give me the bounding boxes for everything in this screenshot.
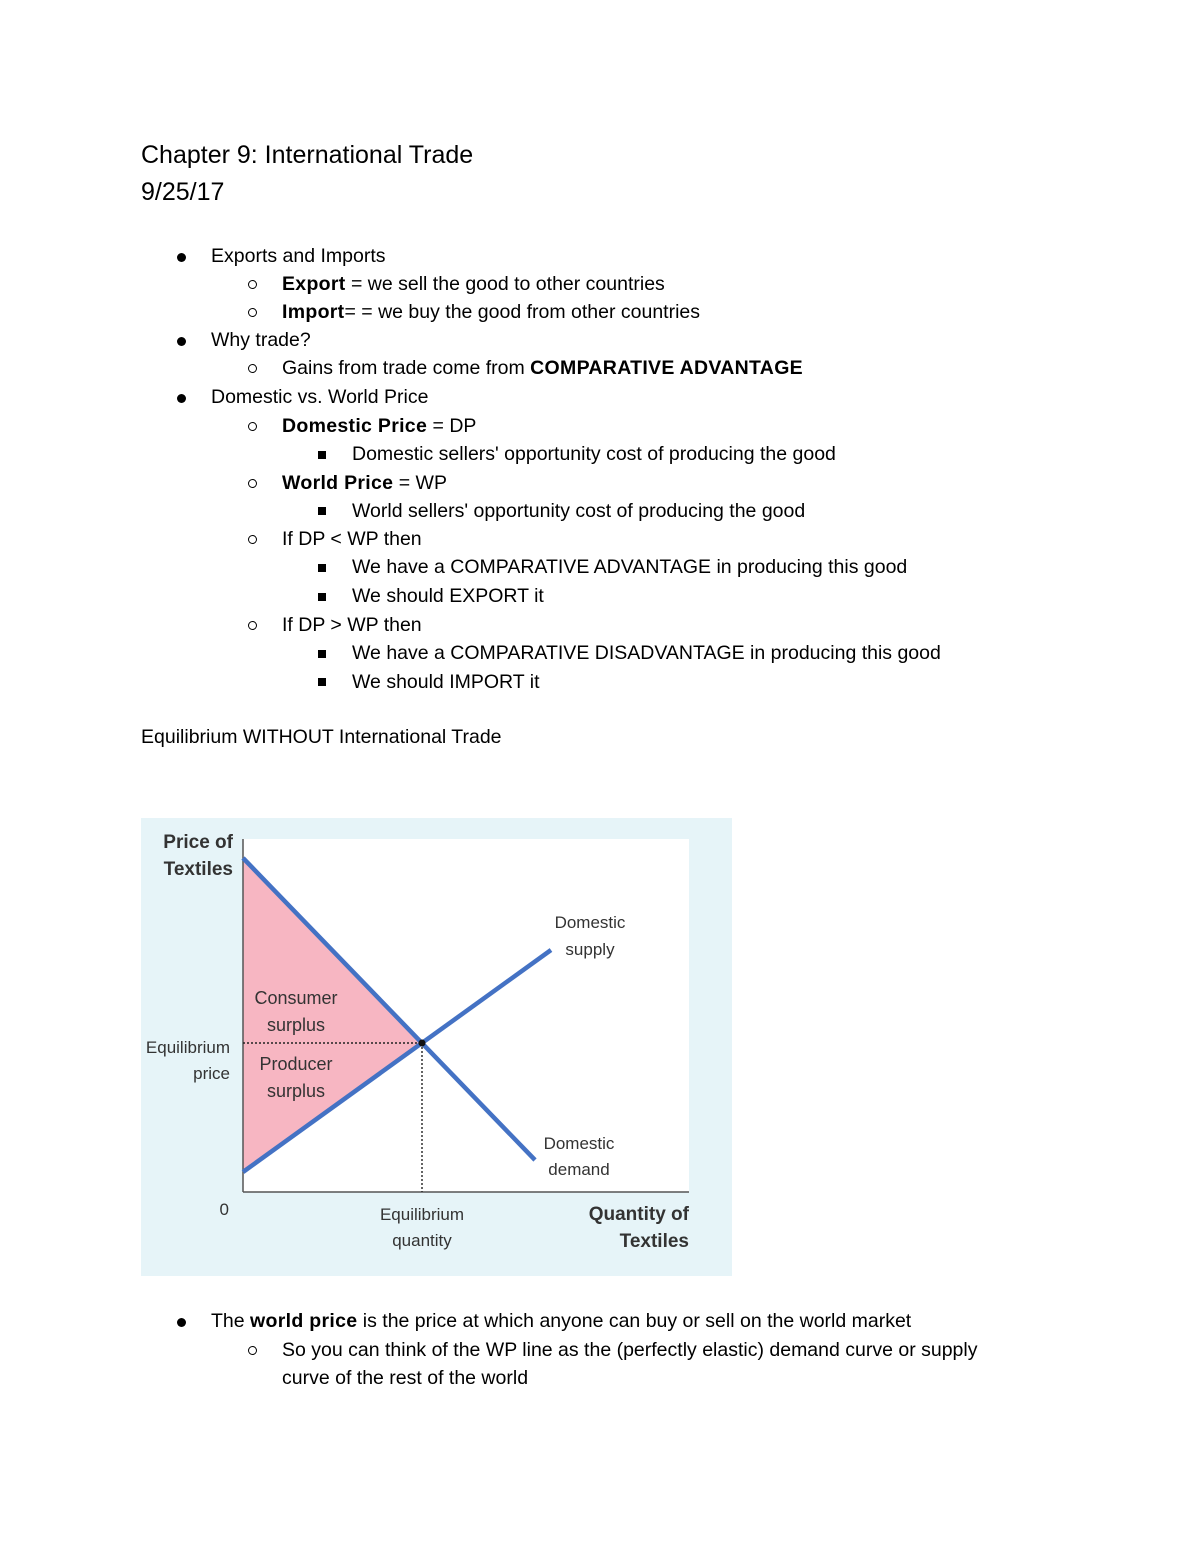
sub-bullet-marker: [248, 621, 257, 630]
domestic-demand-label: Domestic: [543, 1134, 615, 1153]
sub-bullet-marker: [248, 1346, 257, 1355]
list-item: Why trade?: [211, 329, 311, 351]
sub-sub-bullet-marker: [318, 678, 326, 686]
producer-surplus-label: surplus: [266, 1081, 326, 1101]
equilibrium-price-label: Equilibrium: [145, 1038, 230, 1057]
term-import: Import: [282, 301, 345, 323]
list-item: [282, 471, 447, 495]
sub-sub-bullet-marker: [318, 593, 326, 601]
x-axis-label: Textiles: [619, 1231, 689, 1252]
term-comparative-advantage: COMPARATIVE ADVANTAGE: [530, 357, 803, 379]
figure-svg: [141, 818, 732, 1276]
y-axis-label: Price of: [163, 832, 233, 853]
bullet-marker: [177, 394, 186, 403]
sub-sub-bullet-marker: [318, 650, 326, 658]
list-item: [282, 356, 803, 380]
definition-text: = we sell the good to other countries: [345, 273, 665, 295]
bullet-marker: [177, 337, 186, 346]
list-item: Domestic vs. World Price: [211, 386, 429, 408]
list-item: We have a COMPARATIVE ADVANTAGE in producing this good: [352, 556, 908, 578]
section-heading: Equilibrium WITHOUT International Trade: [141, 726, 502, 748]
term-world-price: World Price: [282, 472, 394, 494]
list-item: [282, 272, 665, 296]
equilibrium-price-label: price: [193, 1064, 230, 1083]
domestic-demand-label: demand: [548, 1160, 610, 1179]
list-item: We should IMPORT it: [352, 671, 540, 693]
page-title: Chapter 9: International Trade: [141, 141, 474, 169]
bullet-marker: [177, 253, 186, 262]
term-domestic-price: Domestic Price: [282, 415, 428, 437]
list-item: [282, 300, 700, 324]
equilibrium-figure: [141, 818, 732, 1276]
list-item: We have a COMPARATIVE DISADVANTAGE in producing this good: [352, 642, 941, 664]
body-text: is the price at which anyone can buy or sell on the world market: [357, 1310, 912, 1332]
body-text: The: [211, 1310, 251, 1332]
consumer-surplus-label: Consumer: [254, 988, 338, 1008]
definition-text: = DP: [427, 415, 477, 437]
list-item: Exports and Imports: [211, 245, 386, 267]
term-export: Export: [282, 273, 346, 295]
x-axis-label: Quantity of: [588, 1204, 689, 1225]
list-item: We should EXPORT it: [352, 585, 544, 607]
sub-bullet-marker: [248, 535, 257, 544]
sub-sub-bullet-marker: [318, 507, 326, 515]
sub-bullet-marker: [248, 364, 257, 373]
domestic-supply-label: Domestic: [554, 913, 626, 932]
term-world-price: world price: [250, 1310, 358, 1332]
sub-bullet-marker: [248, 280, 257, 289]
list-item: If DP > WP then: [282, 614, 422, 636]
equilibrium-quantity-label: quantity: [392, 1231, 452, 1250]
definition-text: = = we buy the good from other countries: [344, 301, 701, 323]
definition-text: = WP: [393, 472, 447, 494]
list-item: Domestic sellers' opportunity cost of producing the good: [352, 443, 836, 465]
origin-label: 0: [219, 1200, 229, 1219]
list-item: [211, 1309, 911, 1333]
y-axis-label: Textiles: [163, 859, 233, 880]
bullet-marker: [177, 1318, 186, 1327]
list-item: If DP < WP then: [282, 528, 422, 550]
list-item: [282, 414, 476, 438]
equilibrium-quantity-label: Equilibrium: [379, 1205, 465, 1224]
list-item: So you can think of the WP line as the (perfectly elastic) demand curve or supply: [282, 1339, 978, 1361]
list-item: World sellers' opportunity cost of producing the good: [352, 500, 806, 522]
list-item-continuation: curve of the rest of the world: [282, 1367, 529, 1389]
domestic-supply-label: supply: [565, 940, 615, 959]
sub-bullet-marker: [248, 308, 257, 317]
equilibrium-point: [419, 1040, 426, 1047]
sub-sub-bullet-marker: [318, 564, 326, 572]
page-date: 9/25/17: [141, 178, 225, 206]
producer-surplus-label: Producer: [259, 1054, 333, 1074]
consumer-surplus-label: surplus: [266, 1015, 326, 1035]
definition-text: Gains from trade come from: [282, 357, 531, 379]
sub-bullet-marker: [248, 422, 257, 431]
sub-sub-bullet-marker: [318, 451, 326, 459]
sub-bullet-marker: [248, 479, 257, 488]
